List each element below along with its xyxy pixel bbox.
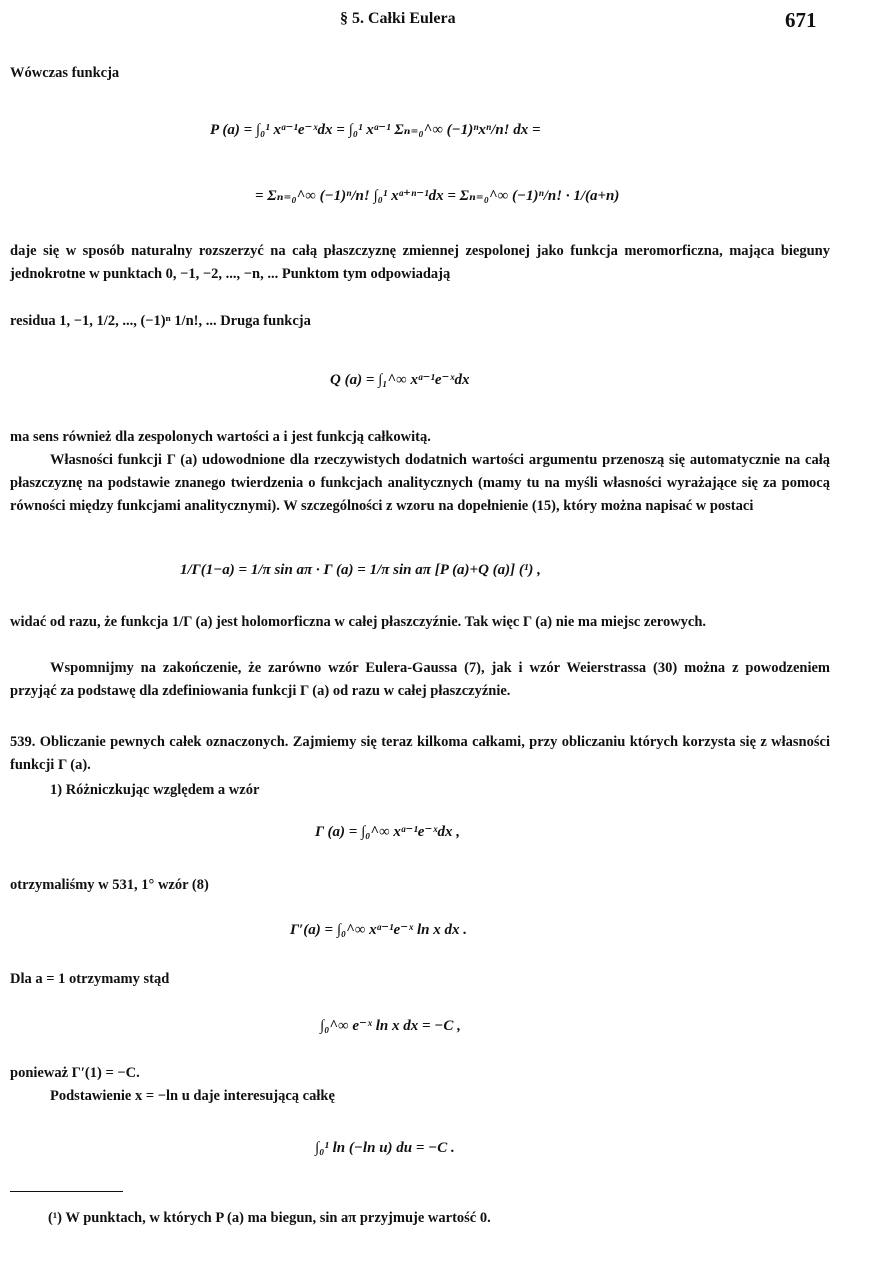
item-1: 1) Różniczkując względem a wzór — [50, 782, 260, 798]
section-539 — [10, 731, 830, 777]
paragraph-conclusion: Wspomnijmy na zakończenie, że zarówno wzór Eulera-Gaussa (7), jak i wzór Weierstrassa (30) można z powodzeniem przyjąć za podstawę dla zdefiniowania funkcji Γ (a) od razu w całej płaszczyźnie. — [10, 660, 830, 699]
formula-euler-constant: ∫₀^∞ e⁻ˣ ln x dx = −C , — [320, 1018, 461, 1034]
formula-complement: 1/Γ(1−a) = 1/π sin aπ · Γ (a) = 1/π sin aπ [P (a)+Q (a)] (¹) , — [180, 562, 541, 578]
text-because: ponieważ Γ′(1) = −C. — [10, 1065, 140, 1081]
formula-ln-integral: ∫₀¹ ln (−ln u) du = −C . — [315, 1140, 455, 1156]
page-number: 671 — [785, 8, 817, 32]
running-header: § 5. Całki Eulera — [340, 10, 456, 27]
paragraph-residua: residua 1, −1, 1/2, ..., (−1)ⁿ 1/n!, ... Druga funkcja — [10, 313, 311, 329]
formula-Gamma-prime: Γ′(a) = ∫₀^∞ xᵃ⁻¹e⁻ˣ ln x dx . — [290, 922, 467, 938]
paragraph-meromorphic: daje się w sposób naturalny rozszerzyć na całą płaszczyznę zmiennej zespolonej jako funkcja meromorficzna, mająca bieguny jednokrotne w punktach 0, −1, −2, ..., −n, ... Punktom tym odpowiadają — [10, 243, 830, 282]
intro-text: Wówczas funkcja — [10, 65, 120, 81]
text-for-a1: Dla a = 1 otrzymamy stąd — [10, 971, 170, 987]
text-got-531: otrzymaliśmy w 531, 1° wzór (8) — [10, 877, 209, 893]
formula-Q: Q (a) = ∫₁^∞ xᵃ⁻¹e⁻ˣdx — [330, 372, 470, 388]
formula-Gamma: Γ (a) = ∫₀^∞ xᵃ⁻¹e⁻ˣdx , — [315, 824, 460, 840]
footnote-rule — [10, 1191, 123, 1192]
paragraph-holomorphic: widać od razu, że funkcja 1/Γ (a) jest holomorficzna w całej płaszczyźnie. Tak więc Γ (a) nie ma miejsc zerowych. — [10, 614, 707, 630]
footnote-1: (¹) W punktach, w których P (a) ma biegun, sin aπ przyjmuje wartość 0. — [48, 1210, 491, 1226]
paragraph-properties: Własności funkcji Γ (a) udowodnione dla rzeczywistych dodatnich wartości argumentu przenoszą się automatycznie na całą płaszczyznę na podstawie znanego twierdzenia o funkcjach analitycznych (mamy tu na myśli własności wyrażające się za pomocą równości między funkcjami analitycznymi). W szczególności z wzoru na dopełnienie (15), który można napisać w postaci — [10, 452, 830, 514]
formula-P-line1: P (a) = ∫₀¹ xᵃ⁻¹e⁻ˣdx = ∫₀¹ xᵃ⁻¹ Σₙ₌₀^∞ (−1)ⁿxⁿ/n! dx = — [210, 122, 541, 138]
formula-P-line2: = Σₙ₌₀^∞ (−1)ⁿ/n! ∫₀¹ xᵃ⁺ⁿ⁻¹dx = Σₙ₌₀^∞ (−1)ⁿ/n! · 1/(a+n) — [255, 188, 620, 204]
text-substitution: Podstawienie x = −ln u daje interesującą całkę — [50, 1088, 335, 1104]
section-539-text: Zajmiemy się teraz kilkoma całkami, przy obliczaniu których korzysta się z własności funkcji Γ (a). — [10, 734, 830, 773]
section-539-heading: 539. Obliczanie pewnych całek oznaczonych. — [10, 734, 289, 750]
paragraph-entire-function: ma sens również dla zespolonych wartości a i jest funkcją całkowitą. — [10, 429, 431, 445]
